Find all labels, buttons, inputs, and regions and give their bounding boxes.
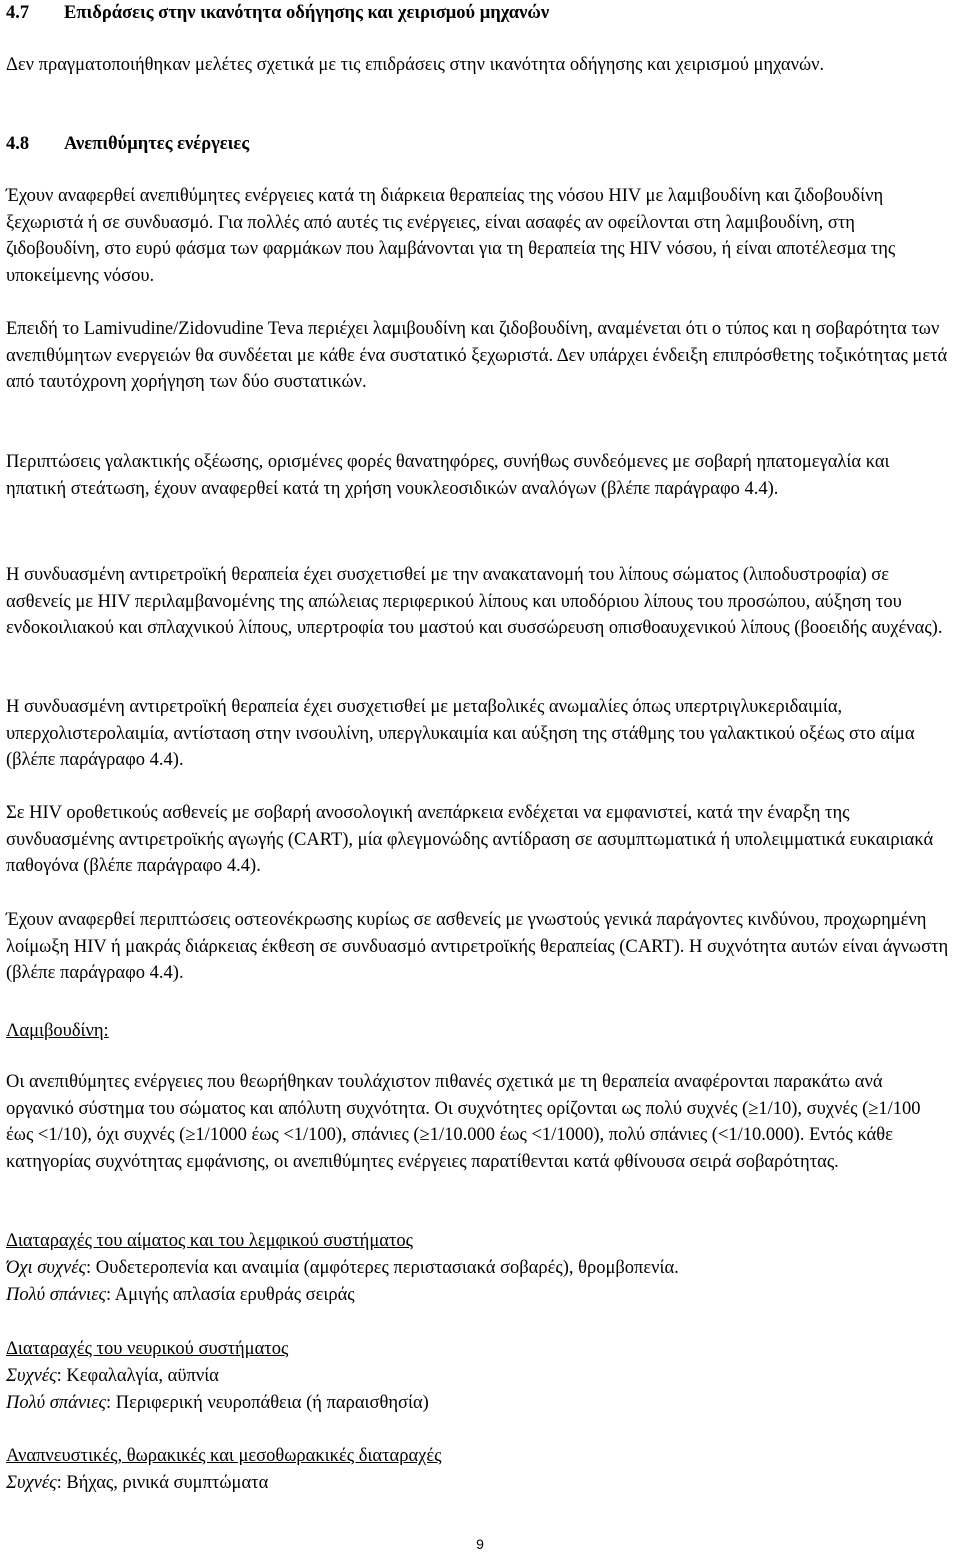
reaction-text: : Κεφαλαλγία, αϋπνία (56, 1366, 219, 1386)
paragraph: Η συνδυασμένη αντιρετροϊκή θεραπεία έχει συσχετισθεί με την ανακατανομή του λίπους σώματος (λιποδυστροφία) σε ασθενείς με HIV περιλαμβανομένης της απώλειας περιφερικού λίπους και υποδόριου λίπους του προσώπου, αύξηση του ενδοκοιλιακού και σπλαχνικού λίπους, υπερτροφία του μαστού και συσσώρευση οπισθοαυχενικού λίπους (βοοειδής αυχένας). (6, 565, 943, 638)
lamivudine-intro: Οι ανεπιθύμητες ενέργειες που θεωρήθηκαν τουλάχιστον πιθανές σχετικά με τη θεραπεία αναφέρονται παρακάτω ανά οργανικό σύστημα του σώματος και απόλυτη συχνότητα. Οι συχνότητες ορίζονται ως πολύ συχνές (≥1/10), συχνές (≥1/100 έως <1/10), όχι συχνές (≥1/1000 έως <1/100), σπάνιες (≥1/10.000 έως <1/1000), πολύ σπάνιες (<1/10.000). Εντός κάθε κατηγορίας συχνότητας εμφάνισης, οι ανεπιθύμητες ενέργειες παρατίθενται κατά φθίνουσα σειρά σοβαρότητας. (6, 1072, 921, 1172)
adverse-reaction-item (6, 1363, 951, 1390)
section-4-8-heading (6, 131, 951, 158)
section-number: 4.7 (6, 3, 30, 23)
frequency-label: Συχνές (6, 1366, 57, 1386)
adverse-reaction-item (6, 1282, 951, 1309)
adverse-reaction-item (6, 1255, 951, 1282)
paragraph: Επειδή το Lamivudine/Zidovudine Teva περιέχει λαμιβουδίνη και ζιδοβουδίνη, αναμένεται ότι ο τύπος και η σοβαρότητα των ανεπιθύμητων ενεργειών θα συνδέεται με κάθε ένα συστατικό ξεχωριστά. Δεν υπάρχει ένδειξη επιπρόσθετης τοξικότητας μετά από ταυτόχρονη χορήγηση των δύο συστατικών. (6, 319, 948, 392)
frequency-label: Συχνές (6, 1473, 57, 1493)
lamivudine-heading: Λαμιβουδίνη: (6, 1021, 109, 1041)
reaction-text: : Βήχας, ρινικά συμπτώματα (56, 1473, 269, 1493)
paragraph: Έχουν αναφερθεί ανεπιθύμητες ενέργειες κατά τη διάρκεια θεραπείας της νόσου HIV με λαμιβουδίνη και ζιδοβουδίνη ξεχωριστά ή σε συνδυασμό. Για πολλές από αυτές τις ενέργειες, είναι ασαφές αν οφείλονται στη λαμιβουδίνη, στη ζιδοβουδίνη, στο ευρύ φάσμα των φαρμάκων που λαμβάνονται για τη θεραπεία της HIV νόσου, ή είναι αποτέλεσμα της υποκείμενης νόσου. (6, 186, 896, 286)
frequency-label: Όχι συχνές (6, 1258, 87, 1278)
paragraph: Η συνδυασμένη αντιρετροϊκή θεραπεία έχει συσχετισθεί με μεταβολικές ανωμαλίες όπως υπερτριγλυκεριδαιμία, υπερχολιστερολαιμία, αντίσταση στην ινσουλίνη, υπεργλυκαιμία και αύξηση της στάθμης του γαλακτικού οξέως στο αίμα (βλέπε παράγραφο 4.4). (6, 697, 915, 770)
soc-heading-nervous: Διαταραχές του νευρικού συστήματος (6, 1339, 289, 1359)
paragraph: Σε HIV οροθετικούς ασθενείς με σοβαρή ανοσολογική ανεπάρκεια ενδέχεται να εμφανιστεί, κατά την έναρξη της συνδυασμένης αντιρετροϊκής αγωγής (CART), μία φλεγμονώδης αντίδραση σε ασυμπτωματικά ή υπολειμματικά ευκαιριακά παθογόνα (βλέπε παράγραφο 4.4). (6, 803, 934, 876)
reaction-text: : Αμιγής απλασία ερυθράς σειράς (106, 1285, 355, 1305)
paragraph: Περιπτώσεις γαλακτικής οξέωσης, ορισμένες φορές θανατηφόρες, συνήθως συνδεόμενες με σοβαρή ηπατομεγαλία και ηπατική στεάτωση, έχουν αναφερθεί κατά τη χρήση νουκλεοσιδικών αναλόγων (βλέπε παράγραφο 4.4). (6, 452, 890, 499)
reaction-text: : Περιφερική νευροπάθεια (ή παραισθησία) (106, 1393, 429, 1413)
section-4-7-body: Δεν πραγματοποιήθηκαν μελέτες σχετικά με τις επιδράσεις στην ικανότητα οδήγησης και χειρισμού μηχανών. (6, 55, 825, 75)
frequency-label: Πολύ σπάνιες (6, 1285, 106, 1305)
soc-heading-respiratory: Αναπνευστικές, θωρακικές και μεσοθωρακικές διαταραχές (6, 1446, 442, 1466)
section-4-7-heading (6, 0, 951, 27)
section-number: 4.8 (6, 134, 30, 154)
adverse-reaction-item (6, 1390, 951, 1417)
soc-heading-blood: Διαταραχές του αίματος και του λεμφικού συστήματος (6, 1231, 413, 1251)
frequency-label: Πολύ σπάνιες (6, 1393, 106, 1413)
section-title: Ανεπιθύμητες ενέργειες (64, 134, 250, 154)
reaction-text: : Ουδετεροπενία και αναιμία (αμφότερες περιστασιακά σοβαρές), θρομβοπενία. (86, 1258, 679, 1278)
section-title: Επιδράσεις στην ικανότητα οδήγησης και χειρισμού μηχανών (64, 3, 550, 23)
page-number: 9 (476, 1536, 484, 1552)
paragraph: Έχουν αναφερθεί περιπτώσεις οστεονέκρωσης κυρίως σε ασθενείς με γνωστούς γενικά παράγοντες κινδύνου, προχωρημένη λοίμωξη HIV ή μακράς διάρκειας έκθεση σε συνδυασμό αντιρετροϊκής θεραπείας (CART). Η συχνότητα αυτών είναι άγνωστη (βλέπε παράγραφο 4.4). (6, 910, 949, 983)
adverse-reaction-item (6, 1470, 951, 1497)
